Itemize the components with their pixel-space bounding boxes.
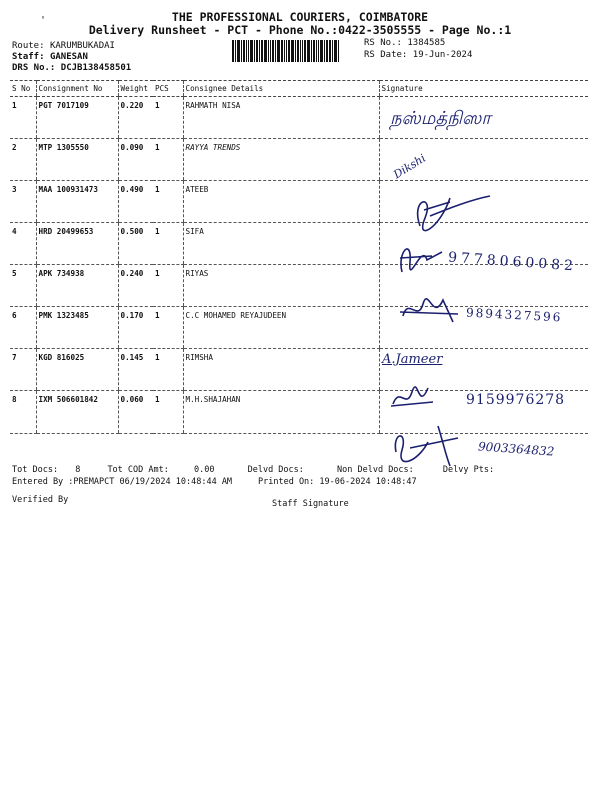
drs-label: DRS No.: xyxy=(12,63,56,73)
cell-pcs: 1 xyxy=(153,265,183,307)
cell-consignment: IXM 506601842 xyxy=(36,391,118,434)
cell-weight: 0.170 xyxy=(118,307,153,349)
rs-date-label: RS Date: xyxy=(364,50,408,60)
cell-pcs: 1 xyxy=(153,391,183,434)
cell-pcs: 1 xyxy=(153,223,183,265)
company-title: THE PROFESSIONAL COURIERS, COIMBATORE xyxy=(171,10,429,24)
cell-sno: 7 xyxy=(10,349,36,391)
staff-signature-label: Staff Signature xyxy=(272,499,349,509)
signature-phone-4: 9778060082 xyxy=(447,249,578,275)
delvy-pts-label: Delvy Pts: xyxy=(442,465,495,475)
tot-cod-label: Tot COD Amt: xyxy=(107,465,169,475)
cell-consignee: RIYAS xyxy=(183,265,379,307)
cell-consignee: C.C MOHAMED REYAJUDEEN xyxy=(183,307,379,349)
rs-date-line xyxy=(364,50,472,60)
cell-consignee: M.H.SHAJAHAN xyxy=(183,391,379,434)
cell-sno: 4 xyxy=(10,223,36,265)
cell-weight: 0.145 xyxy=(118,349,153,391)
signature-text-2: Dikshi xyxy=(391,151,429,182)
cell-sno: 1 xyxy=(10,97,36,139)
col-header-consignment: Consignment No xyxy=(36,81,118,97)
cell-consignment: KGD 816025 xyxy=(36,349,118,391)
rs-no-value: 1384585 xyxy=(407,38,446,48)
col-header-sno: S No xyxy=(10,81,36,97)
staff-value: GANESAN xyxy=(49,52,88,62)
signature-phone-5: 9894327596 xyxy=(465,305,563,325)
route-label: Route: xyxy=(12,41,45,51)
cell-weight: 0.220 xyxy=(118,97,153,139)
cell-consignee: SIFA xyxy=(183,223,379,265)
cell-sno: 5 xyxy=(10,265,36,307)
cell-pcs: 1 xyxy=(153,349,183,391)
cell-weight: 0.060 xyxy=(118,391,153,434)
signature-scribble-8 xyxy=(388,422,468,468)
route-value: KARUMBUKADAI xyxy=(49,41,115,51)
cell-pcs: 1 xyxy=(153,139,183,181)
rs-date-value: 19-Jun-2024 xyxy=(412,50,473,60)
cell-consignment: MAA 100931473 xyxy=(36,181,118,223)
cell-consignment: PMK 1323485 xyxy=(36,307,118,349)
rs-no-label: RS No.: xyxy=(364,38,402,48)
drs-line xyxy=(12,63,131,73)
signature-phone-7: 9159976278 xyxy=(466,392,566,408)
cell-weight: 0.240 xyxy=(118,265,153,307)
cell-sno: 2 xyxy=(10,139,36,181)
drs-value: DCJB138458501 xyxy=(60,63,132,73)
table-row xyxy=(10,97,588,139)
table-row xyxy=(10,181,588,223)
cell-weight: 0.490 xyxy=(118,181,153,223)
col-header-signature: Signature xyxy=(379,81,588,97)
staff-label: Staff: xyxy=(12,52,45,62)
table-row xyxy=(10,139,588,181)
entered-by: Entered By :PREMAPCT 06/19/2024 10:48:44 AM xyxy=(12,477,233,487)
cell-pcs: 1 xyxy=(153,307,183,349)
table-row xyxy=(10,265,588,307)
cell-sno: 6 xyxy=(10,307,36,349)
col-header-consignee: Consignee Details xyxy=(183,81,379,97)
signature-scribble-7 xyxy=(388,382,438,418)
signature-scribble-3 xyxy=(380,188,500,238)
cell-consignee: ATEEB xyxy=(183,181,379,223)
rs-no-line xyxy=(364,38,445,48)
col-header-pcs: PCS xyxy=(153,81,183,97)
signature-scribble-5 xyxy=(398,292,468,332)
cell-sno: 3 xyxy=(10,181,36,223)
cell-pcs: 1 xyxy=(153,181,183,223)
cell-consignee: RIMSHA xyxy=(183,349,379,391)
cell-consignee: RAHMATH NISA xyxy=(183,97,379,139)
table-row xyxy=(10,349,588,391)
barcode xyxy=(232,40,356,62)
staff-line xyxy=(12,52,88,62)
tot-docs-label: Tot Docs: xyxy=(12,465,59,475)
cell-consignment: PGT 7017109 xyxy=(36,97,118,139)
table-header-row xyxy=(10,81,588,97)
cell-weight: 0.090 xyxy=(118,139,153,181)
cell-consignee: RAYYA TRENDS xyxy=(183,139,379,181)
totals-line xyxy=(12,465,588,475)
printed-on: Printed On: 19-06-2024 10:48:47 xyxy=(258,477,417,487)
signature-phone-8: 9003364832 xyxy=(477,439,555,459)
signature-text-1: நஸ்மத்நிஸா xyxy=(390,108,491,129)
runsheet-subtitle: Delivery Runsheet - PCT - Phone No.:0422-3505555 - Page No.:1 xyxy=(88,23,512,37)
cell-consignment: HRD 20499653 xyxy=(36,223,118,265)
non-delvd-docs-label: Non Delvd Docs: xyxy=(337,465,414,475)
signature-scribble-4 xyxy=(392,232,452,278)
cell-pcs: 1 xyxy=(153,97,183,139)
signature-text-6: A.Jameer xyxy=(382,352,443,367)
cell-sno: 8 xyxy=(10,391,36,434)
delvd-docs-label: Delvd Docs: xyxy=(247,465,304,475)
cell-consignment: APK 734938 xyxy=(36,265,118,307)
tot-docs-value: 8 xyxy=(75,465,81,475)
cell-consignment: MTP 1305550 xyxy=(36,139,118,181)
tot-cod-value: 0.00 xyxy=(193,465,215,475)
verified-by: Verified By xyxy=(12,495,69,505)
stray-mark: ' xyxy=(40,15,47,26)
route-line xyxy=(12,41,115,51)
cell-weight: 0.500 xyxy=(118,223,153,265)
col-header-weight: Weight xyxy=(118,81,153,97)
